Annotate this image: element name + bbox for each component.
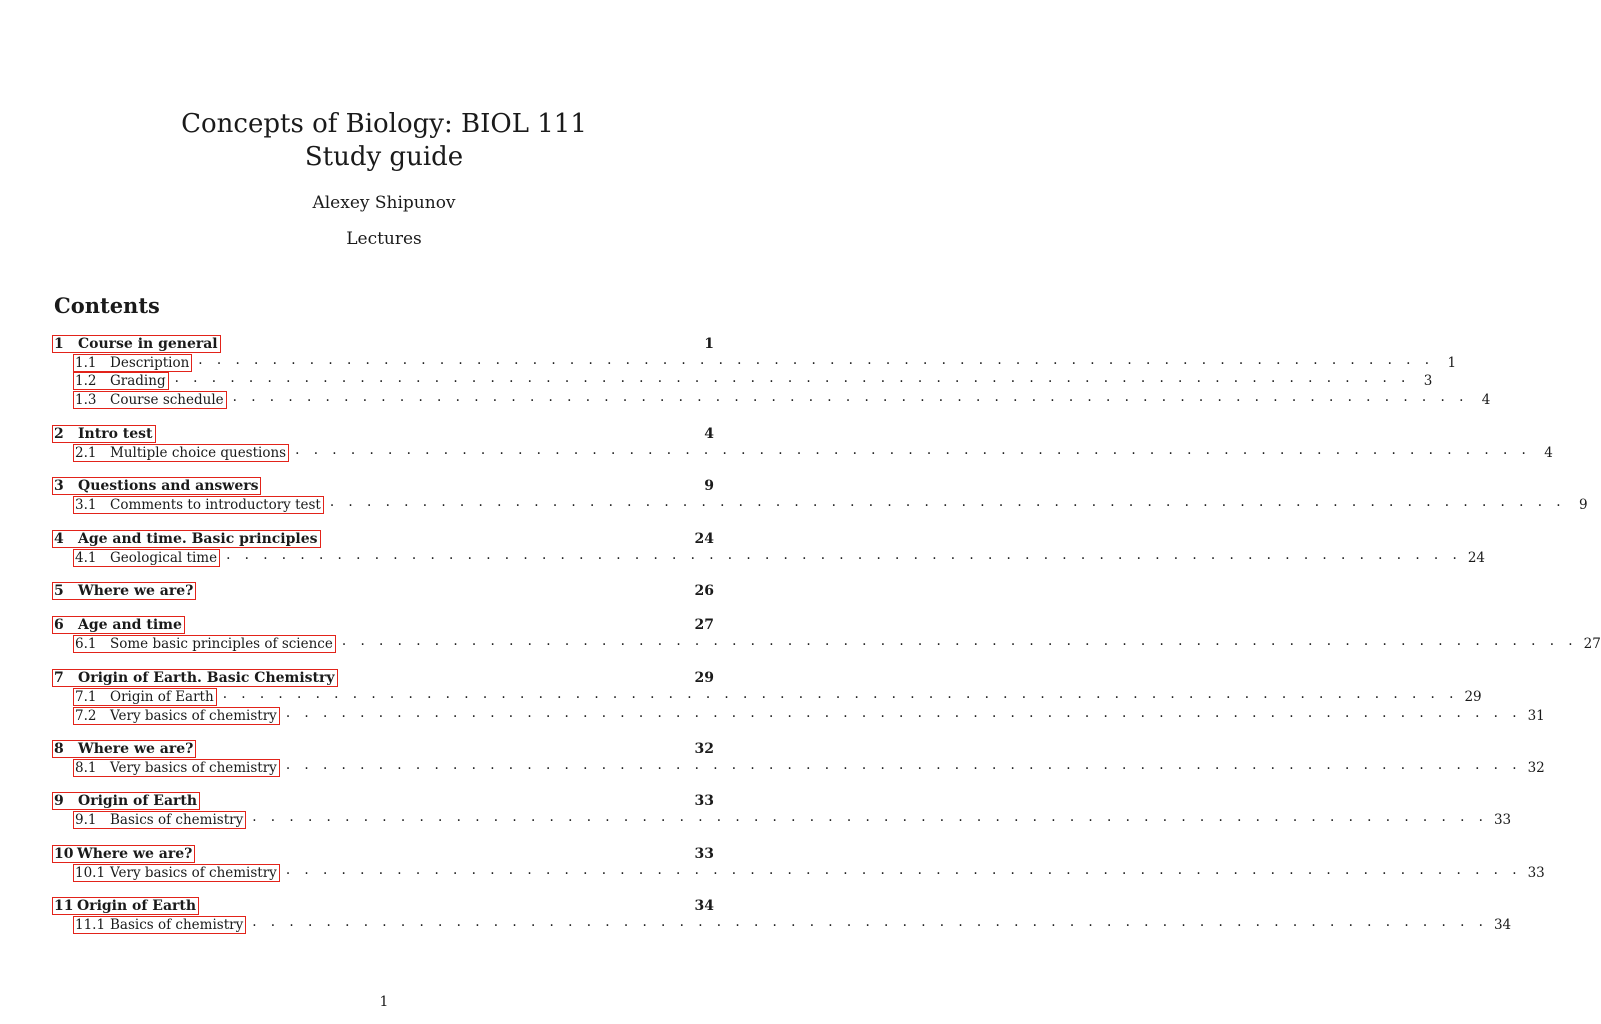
toc-number: 11.1: [75, 916, 106, 933]
toc-subsection: [73, 914, 1512, 934]
toc-link[interactable]: [52, 740, 196, 758]
toc-label: Very basics of chemistry: [110, 707, 277, 724]
toc-number: 11: [54, 897, 74, 914]
toc-label: Some basic principles of science: [110, 635, 333, 652]
toc-label: Where we are?: [78, 740, 194, 757]
toc-page-number: 24: [694, 531, 714, 547]
toc-link[interactable]: [73, 864, 280, 882]
toc-label: Grading: [110, 372, 166, 389]
toc-label: Age and time. Basic principles: [78, 530, 318, 547]
toc-page-number: 1: [1447, 355, 1457, 371]
toc-number: 1.3: [75, 391, 97, 408]
toc-subsection: [73, 389, 1491, 409]
toc-link[interactable]: [73, 916, 246, 934]
contents-heading: Contents: [54, 293, 160, 318]
toc-page-number: 33: [694, 846, 714, 862]
toc-link[interactable]: [73, 496, 324, 514]
toc-leader-dots: . . . . . . . . . . . . . . . . . . . . . . . . . . . . . . . . . . . . . . . . . . . . . . . . . . . . . . . . . . . . . . . . . . .: [329, 494, 1566, 510]
toc-label: Course in general: [78, 335, 218, 352]
toc-link[interactable]: [52, 792, 200, 810]
toc-link[interactable]: [73, 549, 220, 567]
toc-section: [52, 477, 714, 495]
toc-section: [52, 897, 714, 915]
toc-leader-dots: . . . . . . . . . . . . . . . . . . . . . . . . . . . . . . . . . . . . . . . . . . . . . . . . . . . . . . . . . . . . . . . . . . .: [285, 862, 1522, 878]
toc-link[interactable]: [52, 845, 195, 863]
toc-link[interactable]: [73, 759, 280, 777]
toc-page-number: 34: [1493, 917, 1512, 933]
toc-page-number: 33: [694, 793, 714, 809]
toc-number: 3.1: [75, 496, 97, 513]
toc-section: [52, 582, 714, 600]
toc-number: 7.2: [75, 707, 97, 724]
toc-number: 2: [54, 425, 64, 442]
toc-page-number: 27: [1583, 636, 1601, 652]
toc-leader-dots: . . . . . . . . . . . . . . . . . . . . . . . . . . . . . . . . . . . . . . . . . . . . . . . . . . . . . . . . . . . . . . . . . . .: [295, 442, 1531, 458]
toc-label: Very basics of chemistry: [110, 864, 277, 881]
toc-number: 10.1: [75, 864, 106, 881]
toc-leader-dots: . . . . . . . . . . . . . . . . . . . . . . . . . . . . . . . . . . . . . . . . . . . . . . . . . . . . . . . . . . . . . . . . . . .: [232, 389, 1469, 405]
toc-page-number: 29: [1464, 689, 1482, 705]
toc-label: Origin of Earth. Basic Chemistry: [78, 669, 335, 686]
toc-leader-dots: . . . . . . . . . . . . . . . . . . . . . . . . . . . . . . . . . . . . . . . . . . . . . . . . . . . . . . . . . . . . . . . . . . .: [174, 370, 1411, 386]
toc-link[interactable]: [73, 688, 217, 706]
toc-page-number: 9: [1579, 497, 1588, 513]
toc-label: Where we are?: [77, 845, 193, 862]
toc-link[interactable]: [52, 335, 221, 353]
toc-section: [52, 740, 714, 758]
toc-page-number: 26: [694, 583, 714, 599]
toc-number: 8.1: [75, 759, 97, 776]
toc-label: Questions and answers: [78, 477, 259, 494]
toc-label: Origin of Earth: [110, 688, 214, 705]
toc-subsection: [73, 705, 1545, 725]
toc-label: Origin of Earth: [78, 792, 198, 809]
toc-label: Where we are?: [78, 582, 194, 599]
toc-label: Comments to introductory test: [110, 496, 321, 513]
author-name: Alexey Shipunov: [312, 193, 456, 213]
toc-subsection: [73, 862, 1545, 882]
toc-label: Multiple choice questions: [110, 444, 287, 461]
toc-page-number: 9: [704, 478, 714, 494]
toc-leader-dots: . . . . . . . . . . . . . . . . . . . . . . . . . . . . . . . . . . . . . . . . . . . . . . . . . . . . . . . . . . . . . . . . . . .: [252, 809, 1488, 825]
toc-label: Age and time: [78, 616, 182, 633]
toc-link[interactable]: [52, 897, 199, 915]
toc-leader-dots: . . . . . . . . . . . . . . . . . . . . . . . . . . . . . . . . . . . . . . . . . . . . . . . . . . . . . . . . . . . . . . . . . . .: [198, 352, 1435, 368]
toc-label: Basics of chemistry: [110, 811, 244, 828]
document-title: [0, 108, 768, 174]
toc-subsection: [73, 757, 1545, 777]
toc-section: [52, 335, 714, 353]
toc-page-number: 1: [704, 336, 714, 352]
toc-leader-dots: . . . . . . . . . . . . . . . . . . . . . . . . . . . . . . . . . . . . . . . . . . . . . . . . . . . . . . . . . . . . . . . . . . .: [222, 686, 1459, 702]
toc-link[interactable]: [52, 669, 338, 687]
toc-subsection: [73, 686, 1482, 706]
toc-number: 6.1: [75, 635, 97, 652]
toc-leader-dots: . . . . . . . . . . . . . . . . . . . . . . . . . . . . . . . . . . . . . . . . . . . . . . . . . . . . . . . . . . . . . . . . . . .: [341, 633, 1578, 649]
toc-number: 1.1: [75, 354, 97, 371]
toc-subsection: [73, 633, 1601, 653]
toc-page-number: 31: [1527, 708, 1545, 724]
toc-number: 2.1: [75, 444, 97, 461]
toc-section: [52, 616, 714, 634]
toc-section: [52, 845, 714, 863]
toc-link[interactable]: [73, 707, 280, 725]
toc-number: 6: [54, 616, 64, 633]
toc-leader-dots: . . . . . . . . . . . . . . . . . . . . . . . . . . . . . . . . . . . . . . . . . . . . . . . . . . . . . . . . . . . . . . . . . . .: [252, 914, 1488, 930]
toc-page-number: 4: [704, 426, 714, 442]
toc-label: Very basics of chemistry: [110, 759, 277, 776]
toc-number: 9: [54, 792, 64, 809]
toc-link[interactable]: [73, 811, 246, 829]
toc-page-number: 29: [694, 670, 714, 686]
toc-label: Course schedule: [110, 391, 224, 408]
toc-leader-dots: . . . . . . . . . . . . . . . . . . . . . . . . . . . . . . . . . . . . . . . . . . . . . . . . . . . . . . . . . . . . . . . . . . .: [285, 705, 1522, 721]
toc-number: 7: [54, 669, 64, 686]
toc-label: Description: [110, 354, 190, 371]
toc-link[interactable]: [52, 530, 321, 548]
toc-subsection: [73, 442, 1553, 462]
document-subtitle: Lectures: [346, 229, 422, 249]
toc-leader-dots: . . . . . . . . . . . . . . . . . . . . . . . . . . . . . . . . . . . . . . . . . . . . . . . . . . . . . . . . . . . . . . . . . . .: [226, 547, 1462, 563]
title-line-2: Study guide: [304, 142, 464, 172]
toc-number: 5: [54, 582, 64, 599]
toc-link[interactable]: [73, 635, 336, 653]
toc-page-number: 32: [694, 741, 714, 757]
toc-section: [52, 425, 714, 443]
toc-subsection: [73, 809, 1512, 829]
toc-section: [52, 792, 714, 810]
toc-section: [52, 530, 714, 548]
toc-subsection: [73, 494, 1588, 514]
toc-subsection: [73, 370, 1433, 390]
toc-label: Origin of Earth: [77, 897, 197, 914]
toc-link[interactable]: [73, 444, 289, 462]
toc-number: 1.2: [75, 372, 97, 389]
toc-page-number: 3: [1423, 373, 1433, 389]
toc-link[interactable]: [73, 372, 169, 390]
toc-subsection: [73, 547, 1485, 567]
toc-link[interactable]: [52, 425, 156, 443]
toc-section: [52, 669, 714, 687]
toc-number: 3: [54, 477, 64, 494]
toc-label: Intro test: [78, 425, 153, 442]
toc-page-number: 4: [1544, 445, 1553, 461]
toc-number: 4.1: [75, 549, 97, 566]
toc-number: 4: [54, 530, 64, 547]
toc-label: Basics of chemistry: [110, 916, 244, 933]
toc-link[interactable]: [52, 477, 261, 495]
toc-number: 7.1: [75, 688, 97, 705]
toc-number: 10: [54, 845, 74, 862]
toc-link[interactable]: [73, 391, 227, 409]
title-line-1: Concepts of Biology: BIOL 111: [181, 109, 587, 139]
toc-page-number: 24: [1467, 550, 1485, 566]
toc-number: 1: [54, 335, 64, 352]
page-number: 1: [379, 994, 389, 1010]
toc-leader-dots: . . . . . . . . . . . . . . . . . . . . . . . . . . . . . . . . . . . . . . . . . . . . . . . . . . . . . . . . . . . . . . . . . . .: [285, 757, 1522, 773]
toc-page-number: 33: [1493, 812, 1512, 828]
toc-link[interactable]: [52, 616, 185, 634]
toc-number: 9.1: [75, 811, 97, 828]
toc-page-number: 32: [1527, 760, 1545, 776]
toc-page-number: 4: [1481, 392, 1491, 408]
toc-page-number: 27: [694, 617, 714, 633]
toc-label: Geological time: [110, 549, 218, 566]
toc-page-number: 33: [1527, 865, 1545, 881]
toc-page-number: 34: [694, 898, 714, 914]
toc-number: 8: [54, 740, 64, 757]
toc-link[interactable]: [52, 582, 196, 600]
